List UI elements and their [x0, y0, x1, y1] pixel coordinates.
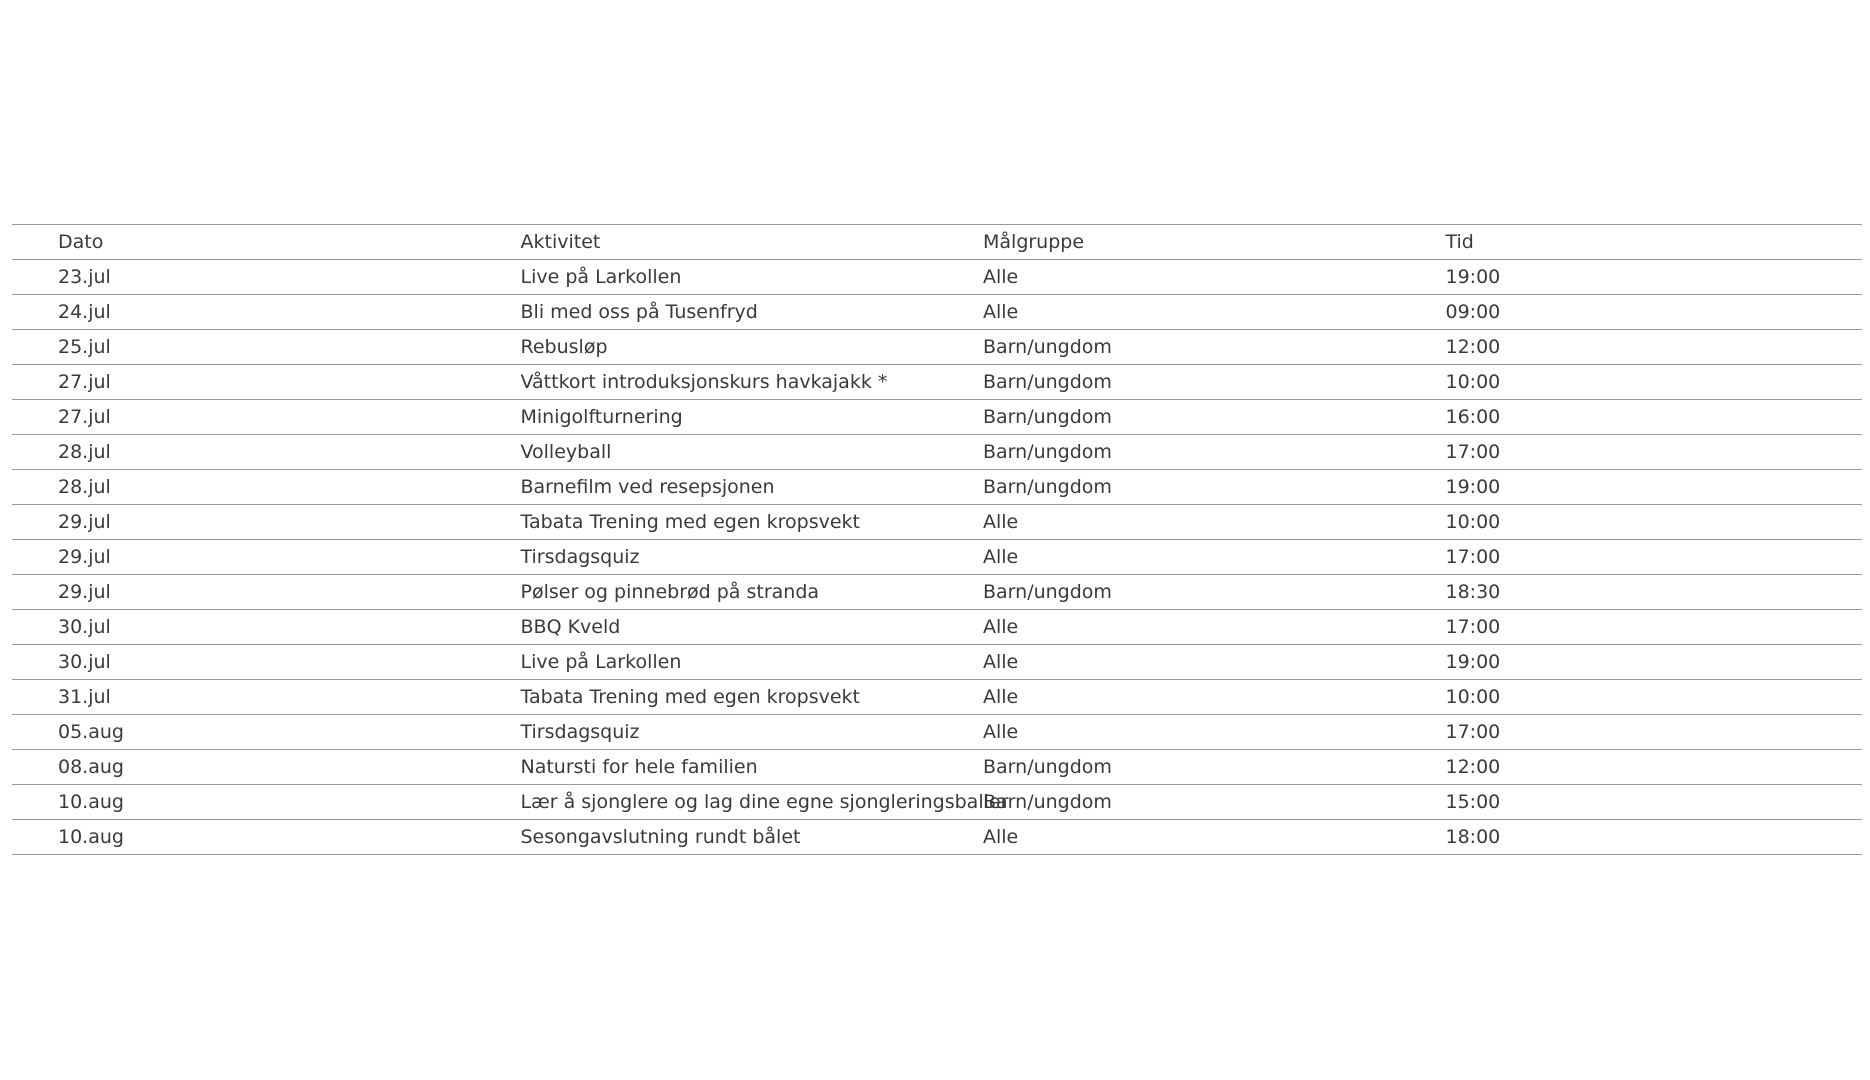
table-body	[12, 260, 1862, 855]
cell-audience: Barn/ungdom	[937, 400, 1400, 435]
header-row	[12, 225, 1862, 260]
table-row	[12, 295, 1862, 330]
cell-time: 17:00	[1400, 715, 1863, 750]
cell-date: 28.jul	[12, 470, 475, 505]
cell-activity: Tabata Trening med egen kropsvekt	[475, 680, 938, 715]
cell-activity: Minigolfturnering	[475, 400, 938, 435]
cell-date: 30.jul	[12, 645, 475, 680]
cell-activity: BBQ Kveld	[475, 610, 938, 645]
cell-date: 27.jul	[12, 365, 475, 400]
cell-time: 10:00	[1400, 365, 1863, 400]
cell-time: 12:00	[1400, 330, 1863, 365]
cell-date: 28.jul	[12, 435, 475, 470]
schedule-table	[12, 224, 1862, 855]
cell-time: 18:30	[1400, 575, 1863, 610]
table-row	[12, 575, 1862, 610]
cell-activity: Sesongavslutning rundt bålet	[475, 820, 938, 855]
table-row	[12, 365, 1862, 400]
cell-audience: Alle	[937, 540, 1400, 575]
cell-time: 17:00	[1400, 610, 1863, 645]
cell-time: 17:00	[1400, 540, 1863, 575]
cell-time: 19:00	[1400, 260, 1863, 295]
cell-activity: Bli med oss på Tusenfryd	[475, 295, 938, 330]
cell-date: 08.aug	[12, 750, 475, 785]
cell-time: 18:00	[1400, 820, 1863, 855]
cell-time: 19:00	[1400, 470, 1863, 505]
cell-audience: Alle	[937, 715, 1400, 750]
header-date: Dato	[12, 225, 475, 260]
cell-activity: Pølser og pinnebrød på stranda	[475, 575, 938, 610]
cell-date: 23.jul	[12, 260, 475, 295]
table-row	[12, 330, 1862, 365]
cell-audience: Alle	[937, 680, 1400, 715]
cell-time: 16:00	[1400, 400, 1863, 435]
table-row	[12, 470, 1862, 505]
cell-date: 31.jul	[12, 680, 475, 715]
cell-audience: Barn/ungdom	[937, 750, 1400, 785]
cell-activity: Tabata Trening med egen kropsvekt	[475, 505, 938, 540]
cell-activity: Våttkort introduksjonskurs havkajakk *	[475, 365, 938, 400]
header-time: Tid	[1400, 225, 1863, 260]
cell-activity: Tirsdagsquiz	[475, 715, 938, 750]
cell-date: 25.jul	[12, 330, 475, 365]
cell-activity: Rebusløp	[475, 330, 938, 365]
cell-time: 17:00	[1400, 435, 1863, 470]
cell-audience: Alle	[937, 645, 1400, 680]
cell-activity: Live på Larkollen	[475, 260, 938, 295]
cell-activity: Natursti for hele familien	[475, 750, 938, 785]
table-row	[12, 645, 1862, 680]
cell-audience: Alle	[937, 610, 1400, 645]
table-row	[12, 540, 1862, 575]
table-row	[12, 260, 1862, 295]
table-row	[12, 505, 1862, 540]
table-row	[12, 750, 1862, 785]
cell-date: 29.jul	[12, 505, 475, 540]
table-header	[12, 225, 1862, 260]
cell-activity: Volleyball	[475, 435, 938, 470]
cell-audience: Barn/ungdom	[937, 470, 1400, 505]
cell-date: 29.jul	[12, 575, 475, 610]
cell-time: 10:00	[1400, 680, 1863, 715]
cell-time: 12:00	[1400, 750, 1863, 785]
cell-date: 24.jul	[12, 295, 475, 330]
cell-date: 10.aug	[12, 785, 475, 820]
cell-audience: Alle	[937, 260, 1400, 295]
header-activity: Aktivitet	[475, 225, 938, 260]
table-row	[12, 680, 1862, 715]
cell-audience: Barn/ungdom	[937, 435, 1400, 470]
table-row	[12, 435, 1862, 470]
table-row	[12, 820, 1862, 855]
cell-activity: Tirsdagsquiz	[475, 540, 938, 575]
cell-date: 30.jul	[12, 610, 475, 645]
activity-schedule	[12, 224, 1862, 855]
cell-time: 09:00	[1400, 295, 1863, 330]
cell-date: 29.jul	[12, 540, 475, 575]
cell-activity: Lær å sjonglere og lag dine egne sjongleringsballer	[475, 785, 938, 820]
cell-audience: Alle	[937, 820, 1400, 855]
cell-date: 05.aug	[12, 715, 475, 750]
cell-time: 19:00	[1400, 645, 1863, 680]
cell-activity: Barnefilm ved resepsjonen	[475, 470, 938, 505]
table-row	[12, 715, 1862, 750]
cell-activity: Live på Larkollen	[475, 645, 938, 680]
cell-date: 10.aug	[12, 820, 475, 855]
table-row	[12, 400, 1862, 435]
cell-audience: Alle	[937, 505, 1400, 540]
cell-audience: Barn/ungdom	[937, 575, 1400, 610]
cell-audience: Barn/ungdom	[937, 365, 1400, 400]
cell-date: 27.jul	[12, 400, 475, 435]
cell-audience: Barn/ungdom	[937, 785, 1400, 820]
cell-audience: Barn/ungdom	[937, 330, 1400, 365]
cell-time: 15:00	[1400, 785, 1863, 820]
cell-audience: Alle	[937, 295, 1400, 330]
cell-time: 10:00	[1400, 505, 1863, 540]
table-row	[12, 610, 1862, 645]
header-audience: Målgruppe	[937, 225, 1400, 260]
table-row	[12, 785, 1862, 820]
